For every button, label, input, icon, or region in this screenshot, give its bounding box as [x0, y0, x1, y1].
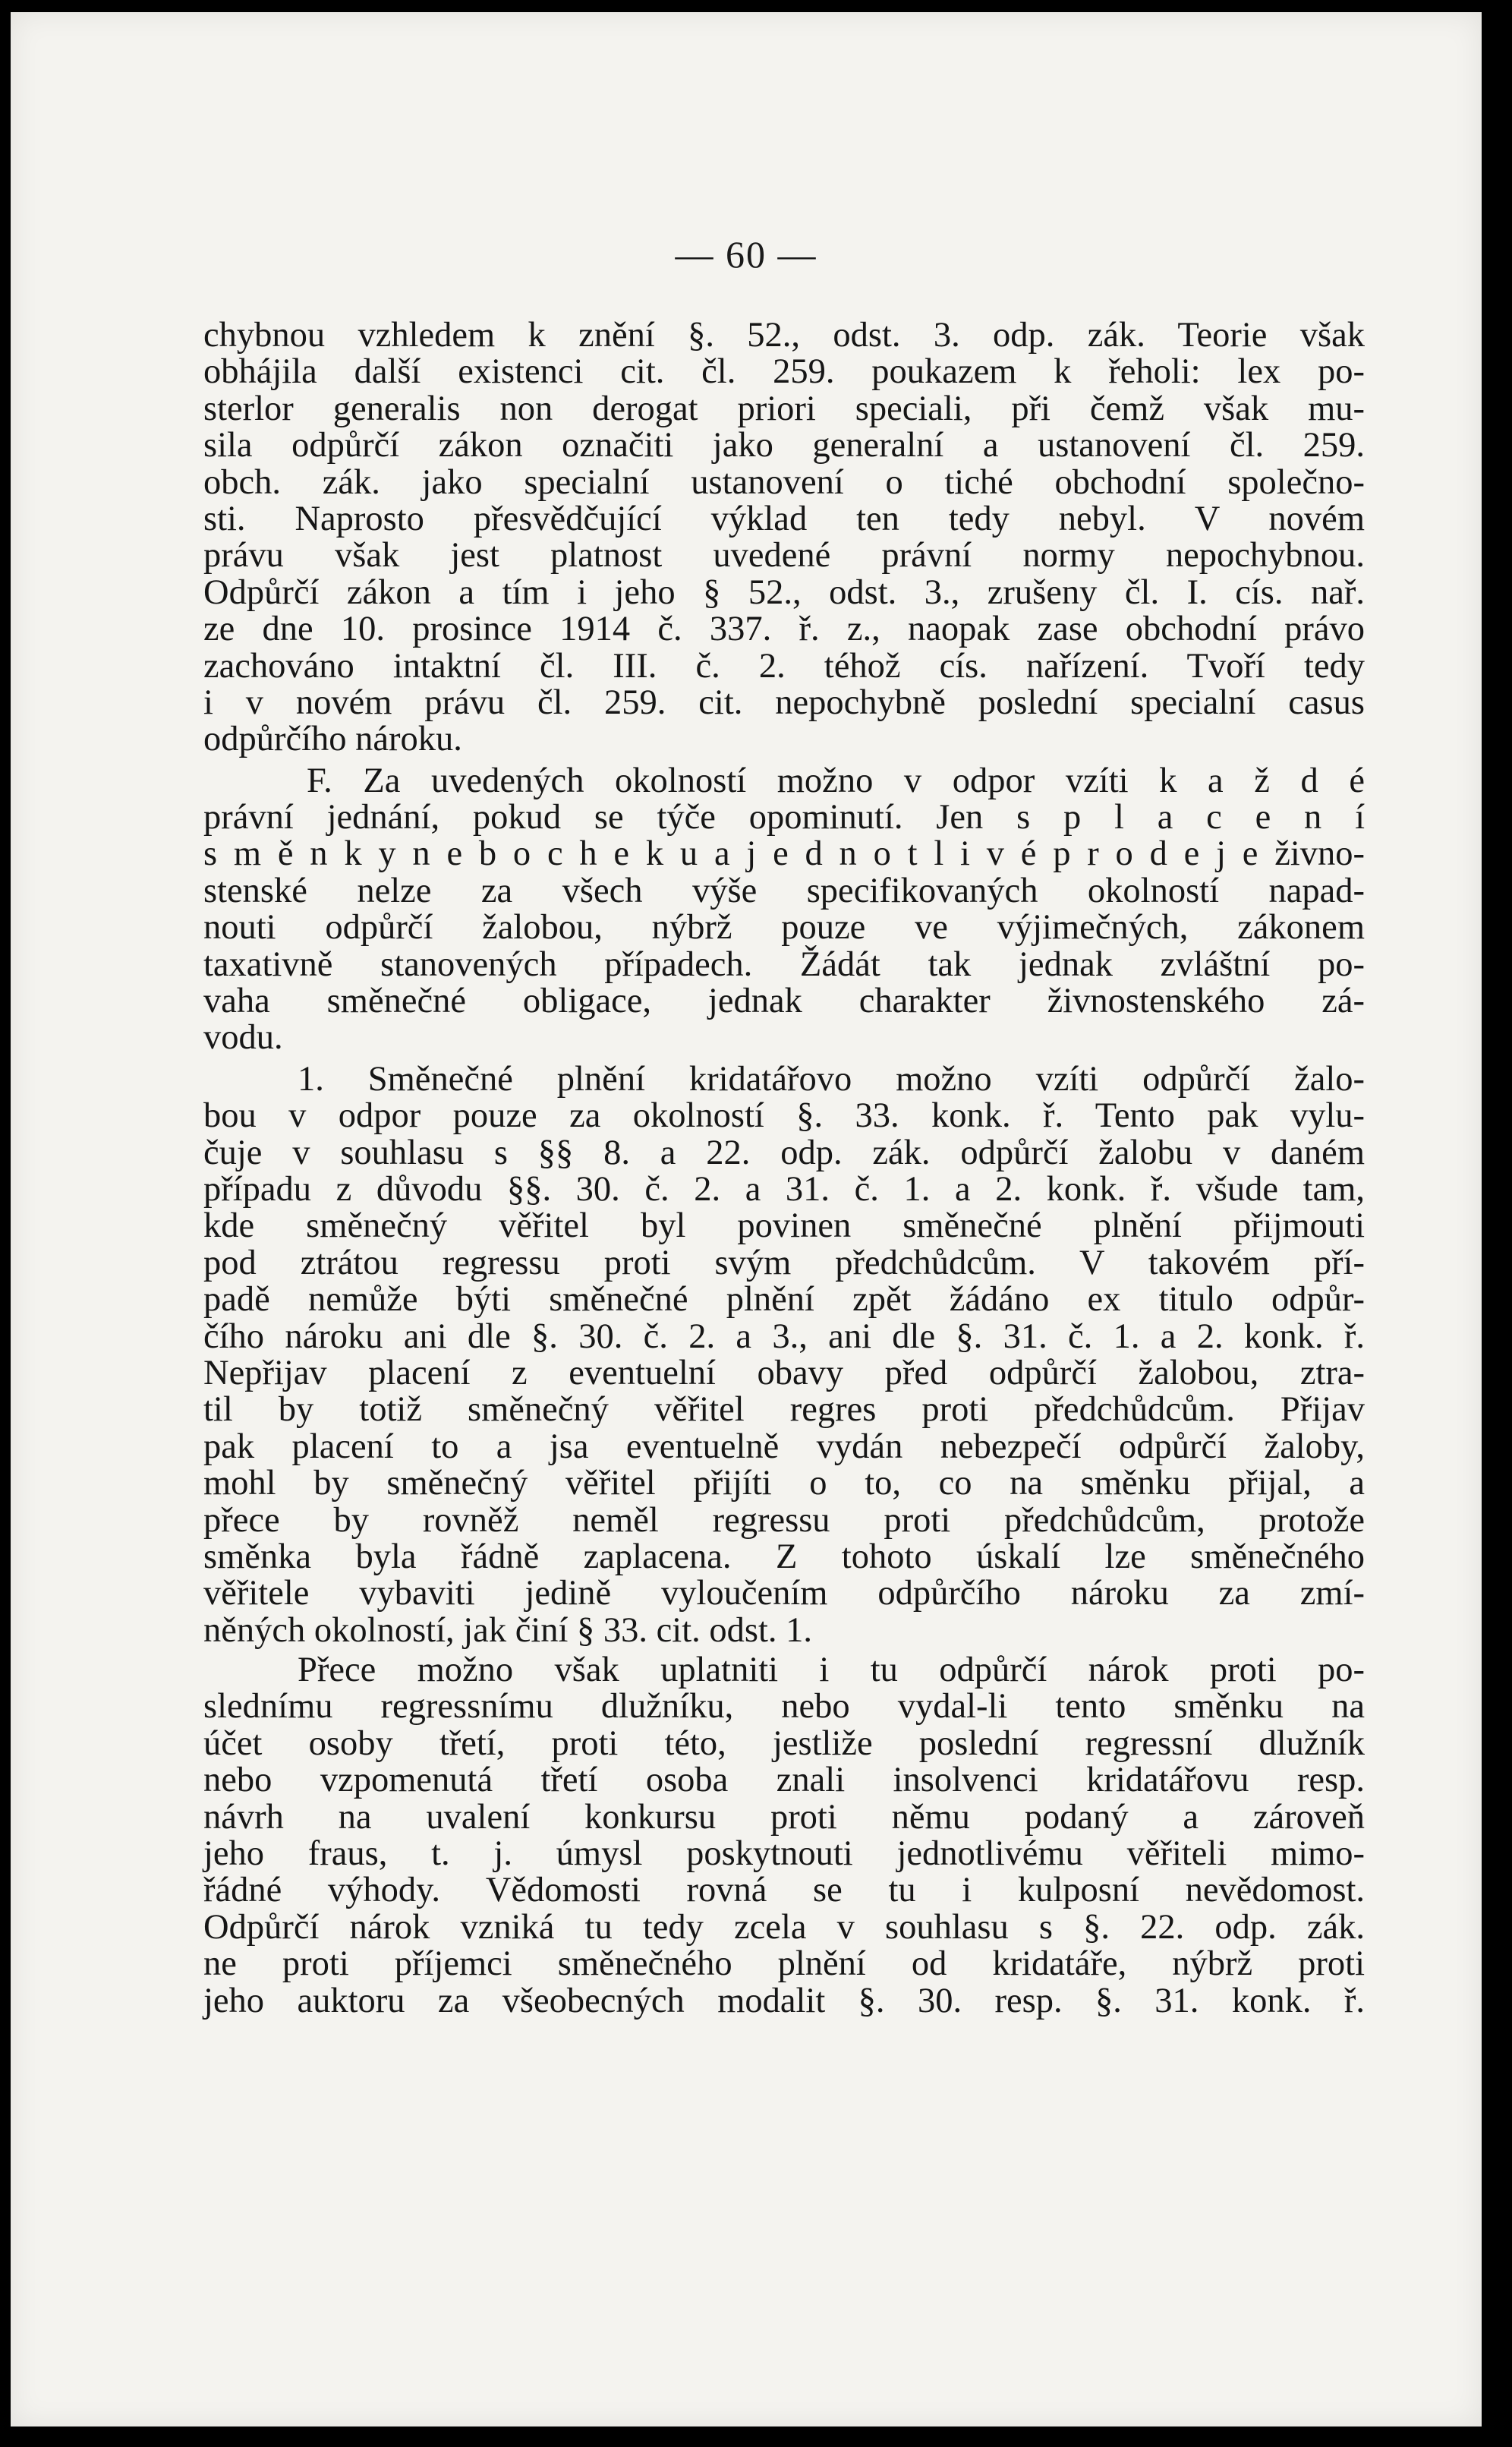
- text-line: til by totiž směnečný věřitel regres proti předchůdcům. Přijav: [203, 1390, 1365, 1430]
- text-line: obch. zák. jako specialní ustanovení o tiché obchodní společno-: [203, 462, 1365, 502]
- text-line: chybnou vzhledem k znění §. 52., odst. 3. odp. zák. Teorie však: [203, 316, 1365, 355]
- text-line: čího nároku ani dle §. 30. č. 2. a 3., ani dle §. 31. č. 1. a 2. konk. ř.: [203, 1317, 1365, 1356]
- text-line: účet osoby třetí, proti této, jestliže poslední regressní dlužník: [203, 1723, 1365, 1763]
- text-line: přece by rovněž neměl regressu proti předchůdcům, protože: [203, 1500, 1365, 1540]
- text-line: sterlor generalis non derogat priori speciali, při čemž však mu-: [203, 389, 1365, 428]
- scan-border: [1482, 0, 1512, 2447]
- text-line: Nepřijav placení z eventuelní obavy před odpůrčí žalobou, ztra-: [203, 1353, 1365, 1392]
- text-line: věřitele vybaviti jedině vyloučením odpůrčího nároku za zmí-: [203, 1574, 1365, 1613]
- text-line: i v novém právu čl. 259. cit. nepochybně poslední specialní casus: [203, 683, 1365, 722]
- text-line: s m ě n k y n e b o c h e k u a j e d n o t l i v é p r o d e j e živno-: [203, 834, 1365, 874]
- text-line: 1. Směnečné plnění kridatářovo možno vzíti odpůrčí žalo-: [298, 1059, 1365, 1099]
- text-line: kde směnečný věřitel byl povinen směnečné plnění přijmouti: [203, 1206, 1365, 1246]
- text-line: padě nemůže býti směnečné plnění zpět žádáno ex titulo odpůr-: [203, 1280, 1365, 1320]
- text-line: zachováno intaktní čl. III. č. 2. téhož cís. nařízení. Tvoří tedy: [203, 646, 1365, 686]
- text-line: vodu.: [203, 1018, 283, 1058]
- paragraph-2: [203, 763, 1365, 1057]
- text-line: F. Za uvedených okolností možno v odpor vzíti k a ž d é: [307, 761, 1365, 800]
- text-line: sila odpůrčí zákon označiti jako generalní a ustanovení čl. 259.: [203, 426, 1365, 465]
- paragraph-4: [203, 1652, 1365, 2020]
- text-line: řádné výhody. Vědomosti rovná se tu i kulposní nevědomost.: [203, 1871, 1365, 1910]
- text-line: pod ztrátou regressu proti svým předchůdcům. V takovém pří-: [203, 1243, 1365, 1282]
- text-line: ne proti příjemci směnečného plnění od kridatáře, nýbrž proti: [203, 1944, 1365, 1984]
- text-line: právu však jest platnost uvedené právní normy nepochybnou.: [203, 536, 1365, 575]
- text-line: bou v odpor pouze za okolností §. 33. konk. ř. Tento pak vylu-: [203, 1096, 1365, 1136]
- text-line: Odpůrčí zákon a tím i jeho § 52., odst. 3., zrušeny čl. I. cís. nař.: [203, 572, 1365, 612]
- page-number: — 60 —: [675, 233, 817, 276]
- text-line: nouti odpůrčí žalobou, nýbrž pouze ve výjimečných, zákonem: [203, 908, 1365, 948]
- paragraph-1: [203, 317, 1365, 758]
- text-line: návrh na uvalení konkursu proti němu podaný a zároveň: [203, 1797, 1365, 1837]
- text-line: obhájila další existenci cit. čl. 259. poukazem k řeholi: lex po-: [203, 352, 1365, 392]
- text-line: jeho auktoru za všeobecných modalit §. 30. resp. §. 31. konk. ř.: [203, 1981, 1365, 2020]
- text-line: odpůrčího nároku.: [203, 720, 462, 759]
- text-line: slednímu regressnímu dlužníku, nebo vydal-li tento směnku na: [203, 1687, 1365, 1726]
- text-line: pak placení to a jsa eventuelně vydán nebezpečí odpůrčí žaloby,: [203, 1427, 1365, 1466]
- text-line: mohl by směnečný věřitel přijíti o to, co na směnku přijal, a: [203, 1464, 1365, 1503]
- text-line: jeho fraus, t. j. úmysl poskytnouti jednotlivému věřiteli mimo-: [203, 1834, 1365, 1874]
- text-line: nebo vzpomenutá třetí osoba znali insolvenci kridatářovu resp.: [203, 1761, 1365, 1800]
- body-text: [203, 317, 1365, 2020]
- paragraph-3: [203, 1061, 1365, 1649]
- text-line: čuje v souhlasu s §§ 8. a 22. odp. zák. odpůrčí žalobu v daném: [203, 1133, 1365, 1172]
- text-line: Odpůrčí nárok vzniká tu tedy zcela v souhlasu s §. 22. odp. zák.: [203, 1907, 1365, 1947]
- text-line: Přece možno však uplatniti i tu odpůrčí nárok proti po-: [298, 1651, 1365, 1690]
- text-line: případu z důvodu §§. 30. č. 2. a 31. č. 1. a 2. konk. ř. všude tam,: [203, 1169, 1365, 1209]
- text-line: něných okolností, jak činí § 33. cit. odst. 1.: [203, 1610, 813, 1650]
- text-line: stenské nelze za všech výše specifikovaných okolností napad-: [203, 871, 1365, 910]
- text-line: vaha směnečné obligace, jednak charakter živnostenského zá-: [203, 982, 1365, 1021]
- text-line: taxativně stanovených případech. Žádát tak jednak zvláštní po-: [203, 944, 1365, 984]
- text-line: právní jednání, pokud se týče opominutí. Jen s p l a c e n í: [203, 798, 1365, 837]
- text-line: ze dne 10. prosince 1914 č. 337. ř. z., naopak zase obchodní právo: [203, 610, 1365, 649]
- book-page: [11, 12, 1482, 2427]
- text-line: sti. Naprosto přesvědčující výklad ten tedy nebyl. V novém: [203, 499, 1365, 538]
- text-line: směnka byla řádně zaplacena. Z tohoto úskalí lze směnečného: [203, 1537, 1365, 1576]
